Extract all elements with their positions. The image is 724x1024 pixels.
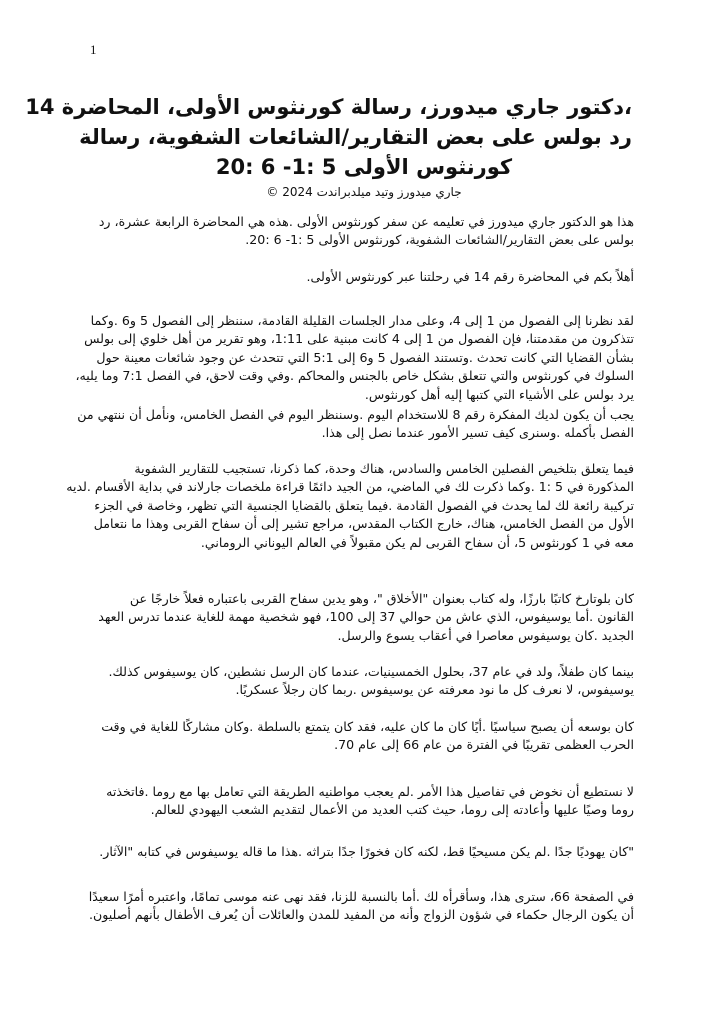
- paragraph-line: تتذكرون من مقدمتنا، فإن الفصول من 1 إلى 4 كانت مبنية على 1:11، وهو تقرير من أهل خلوي إلى بولس: [84, 331, 634, 347]
- paragraph-line: يوسيفوس، لا نعرف كل ما نود معرفته عن يوسيفوس .ربما كان رجلاً عسكريًا.: [235, 682, 634, 698]
- document-header: [25, 92, 632, 201]
- paragraph: [94, 213, 634, 250]
- paragraph-line: الأول من الفصل الخامس، هناك، خارج الكتاب المقدس، مراجع تشير إلى أن سفاح القربى وهذا ما نتعامل: [93, 516, 634, 532]
- paragraph: [88, 888, 634, 925]
- paragraph-line: لا نستطيع أن نخوض في تفاصيل هذا الأمر .لم يعجب مواطنيه الطريقة التي تعامل بها مع روما .فاتخذته: [106, 784, 634, 799]
- paragraph-line: المذكورة في 5 :1 .وكما ذكرت لك في الماضي، من الجيد دائمًا قراءة ملخصات جارلاند في بداية الأقسام .لديه: [66, 479, 634, 495]
- paragraph: [94, 718, 634, 755]
- paragraph-line: الفصل بأكمله .وسنرى كيف تسير الأمور عندما نصل إلى هذا.: [321, 425, 634, 441]
- paragraph-line: يرد بولس على الأشياء التي كتبها إليه أهل كورنثوس.: [364, 386, 634, 402]
- paragraph-line: أهلاً بكم في المحاضرة رقم 14 في رحلتنا عبر كورنثوس الأولى.: [306, 269, 634, 284]
- paragraph-line: بولس على بعض التقارير/الشائعات الشفوية، كورنثوس الأولى 5 :1- 6 :20.: [245, 232, 634, 248]
- page-title-line-2: رد بولس على بعض التقارير/الشائعات الشفوية، رسالة: [79, 125, 632, 149]
- paragraph-line: يجب أن يكون لديك المفكرة رقم 8 للاستخدام اليوم .وسننظر اليوم في الفصل الخامس، ونأمل أن ننتهي من: [77, 407, 634, 422]
- page-title-line-1: ،دكتور جاري ميدورز، رسالة كورنثوس الأولى، المحاضرة 14: [25, 95, 632, 119]
- paragraph-line: الحرب العظمى تقريبًا في الفترة من عام 66 إلى عام 70.: [334, 737, 634, 753]
- paragraph-line: "كان يهوديًا جدًا .لم يكن مسيحيًا قط، لكنه كان فخورًا جدًا بتراثه .هذا ما قاله يوسيفوس في كتابه "الآثار.: [99, 844, 634, 859]
- page-title-line-3: كورنثوس الأولى 5 :1- 6 :20: [215, 155, 513, 179]
- page-number: 1: [90, 42, 97, 57]
- paragraph-line: معه في 1 كورنثوس 5، أن سفاح القربى لم يكن مقبولاً في العالم اليوناني الروماني.: [200, 534, 634, 550]
- paragraph-line: هذا هو الدكتور جاري ميدورز في تعليمه عن سفر كورنثوس الأولى .هذه هي المحاضرة الرابعة عشرة، رد: [98, 214, 634, 229]
- paragraph-line: بينما كان طفلاً، ولد في عام 37، بحلول الخمسينيات، عندما كان الرسل نشطين، كان يوسيفوس كذلك.: [108, 664, 634, 679]
- paragraph: [77, 406, 634, 443]
- paragraph-line: روما وصيًا عليها وأعادته إلى روما، حيث كتب العديد من الأعمال لتقديم الشعب اليهودي للعالم.: [150, 802, 634, 818]
- paragraph-line: في الصفحة 66، ستری هذا، وسأقرأه لك .أما بالنسبة للزنا، فقد نهى عنه موسى تمامًا، واعتبره أمرًا سعيدًا: [88, 889, 634, 904]
- paragraph: [94, 843, 634, 861]
- paragraph-line: أن يكون الرجال حكماء في شؤون الزواج وأنه من المفيد للمدن والعائلات أن يُعرف الأطفال بأنهم أصليون.: [88, 907, 634, 923]
- paragraph: [94, 663, 634, 700]
- copyright-notice: جاري ميدورز وتيد ميلدبراندت 2024 ©: [266, 185, 462, 199]
- paragraph-line: القانون .أما يوسيفوس، الذي عاش من حوالي 37 إلى 100، فهو شخصية مهمة للغاية عندما تدرس العهد: [98, 609, 634, 625]
- paragraph: [94, 590, 634, 645]
- paragraph-line: كان بوسعه أن يصبح سياسيًا .أيًا كان ما كان عليه، فقد كان يتمتع بالسلطة .وكان مشاركًا للغاية في وقت: [101, 719, 634, 734]
- paragraph-line: كان بلوتارخ كاتبًا بارزًا، وله كتاب بعنوان "الأخلاق "، وهو يدين سفاح القربى باعتباره فعلاً خارجًا عن: [129, 591, 634, 606]
- paragraph-line: السلوك في كورنثوس والتي تتعلق بشكل خاص بالجنس والمحاكم .وفي وقت لاحق، في الفصل 7:1 وما يليه،: [75, 368, 634, 384]
- paragraph: [94, 268, 634, 286]
- paragraph: [94, 783, 634, 820]
- paragraph-line: تركيبة رائعة لك لما يحدث في الفصول القادمة .فيما يتعلق بالقضايا الجنسية التي تظهر، وخاصة في الجزء: [94, 497, 634, 513]
- paragraph-line: الجديد .كان يوسيفوس معاصرا في أعقاب يسوع والرسل.: [337, 627, 634, 643]
- paragraph: [75, 312, 634, 404]
- paragraph-line: فيما يتعلق بتلخيص الفصلين الخامس والسادس، هناك وحدة، كما ذكرنا، تستجيب للتقارير الشفوية: [134, 461, 634, 476]
- paragraph: [66, 460, 634, 552]
- paragraph-line: بشأن القضايا التي كانت تحدث .وتستند الفصول 5 و6 إلى 5:1 التي تتحدث عن وجود شائعات معينة حول: [96, 349, 634, 365]
- paragraph-line: لقد نظرنا إلى الفصول من 1 إلى 4، وعلى مدار الجلسات القليلة القادمة، سننظر إلى الفصول 5 و6 .وكما: [90, 313, 634, 328]
